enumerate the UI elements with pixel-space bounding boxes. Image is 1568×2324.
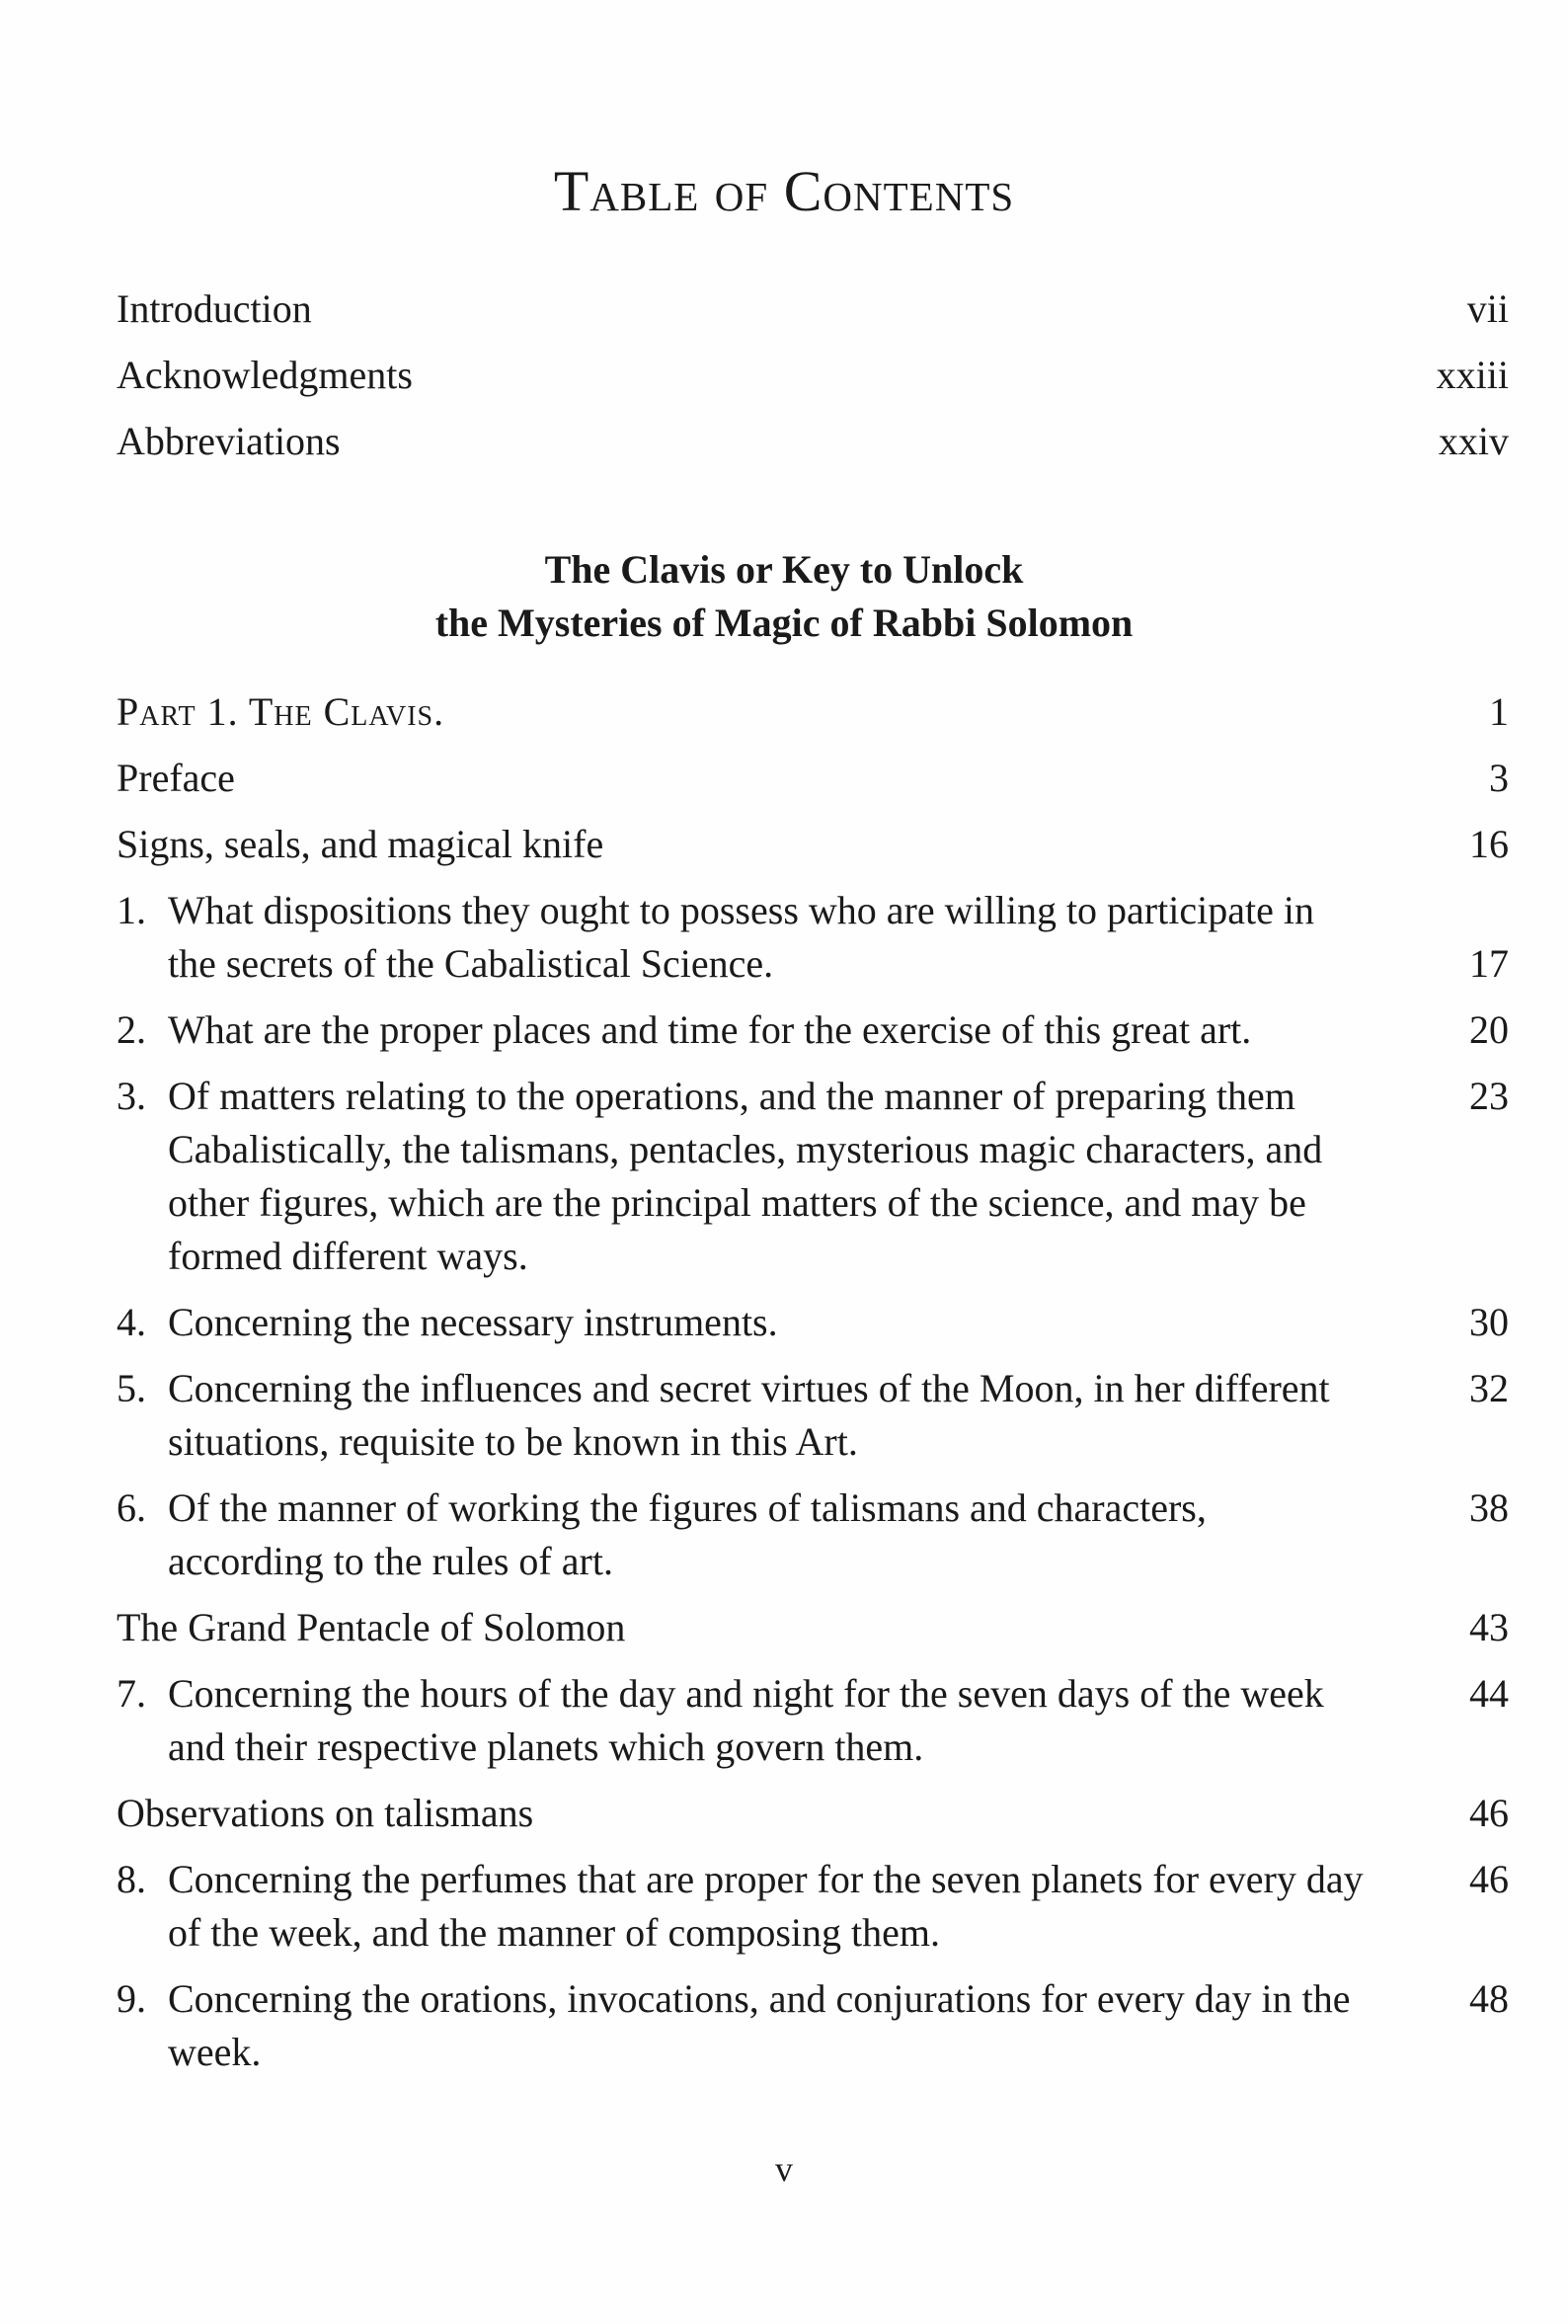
toc-entry-label: Concerning the perfumes that are proper for the seven planets for every day of the week, and the manner of composing them. [168,1857,1364,1955]
toc-list [117,685,1509,2092]
front-matter-item [117,415,1509,481]
toc-entry-label: Of the manner of working the figures of talismans and characters, according to the rules of art. [168,1485,1207,1583]
toc-entry-number: 5. [117,1366,146,1410]
toc-entry-label: Part 1. The Clavis. [117,689,445,734]
front-matter-label: Abbreviations [117,419,341,463]
section-heading-line1: The Clavis or Key to Unlock [544,547,1024,592]
toc-entry [117,1667,1509,1774]
toc-entry [117,1482,1509,1588]
toc-entry-page: 46 [1469,1791,1509,1835]
toc-entry [117,1853,1509,1960]
toc-entry-number: 3. [117,1074,146,1118]
toc-entry [117,884,1509,991]
toc-entry-page: 23 [1469,1074,1509,1118]
toc-entry [117,1601,1509,1654]
toc-entry-label: What are the proper places and time for the exercise of this great art. [168,1007,1252,1052]
page-number: v [775,2149,793,2189]
toc-entry-label: Preface [117,756,235,800]
toc-entry [117,1296,1509,1349]
toc-entry-label: Concerning the necessary instruments. [168,1300,778,1344]
toc-entry [117,1972,1509,2079]
toc-entry-page: 38 [1469,1485,1509,1530]
toc-entry-page: 30 [1469,1300,1509,1344]
toc-entry [117,1003,1509,1057]
toc-entry [117,1362,1509,1469]
toc-entry [117,752,1509,805]
front-matter-label: Introduction [117,286,312,331]
toc-entry-number: 1. [117,888,146,932]
toc-entry-page: 32 [1469,1366,1509,1410]
toc-entry [117,1787,1509,1840]
toc-entry-label: The Grand Pentacle of Solomon [117,1605,626,1649]
toc-entry-page: 17 [1469,941,1509,986]
toc-entry-label: Signs, seals, and magical knife [117,822,604,866]
front-matter-page: xxiv [1438,419,1509,463]
toc-entry-number: 2. [117,1007,146,1052]
toc-entry-page: 44 [1469,1671,1509,1716]
toc-entry-number: 8. [117,1857,146,1901]
toc-entry-page: 3 [1489,756,1509,800]
front-matter-item [117,349,1509,415]
toc-entry-number: 7. [117,1671,146,1716]
toc-entry-page: 43 [1469,1605,1509,1649]
toc-entry-number: 6. [117,1485,146,1530]
toc-entry [117,1070,1509,1283]
toc-entry-label: Of matters relating to the operations, and the manner of preparing them Cabalistically, the talismans, pentacles, mysterious magic characters, and other figures, which are the principal matters of the science, and may be formed different ways. [168,1074,1323,1278]
toc-entry-number: 4. [117,1300,146,1344]
toc-entry-number: 9. [117,1976,146,2021]
toc-entry-label: Observations on talismans [117,1791,534,1835]
toc-entry-label: Concerning the orations, invocations, and conjurations for every day in the week. [168,1976,1351,2074]
toc-entry [117,685,1509,739]
front-matter-list [117,282,1509,481]
toc-entry-page: 16 [1469,822,1509,866]
toc-entry-label: What dispositions they ought to possess who are willing to participate in the secrets of the Cabalistical Science. [168,888,1314,986]
section-heading-line2: the Mysteries of Magic of Rabbi Solomon [434,601,1134,645]
toc-entry-page: 46 [1469,1857,1509,1901]
front-matter-item [117,282,1509,349]
section-heading [0,543,1568,650]
toc-entry-page: 48 [1469,1976,1509,2021]
toc-entry [117,818,1509,871]
front-matter-label: Acknowledgments [117,353,413,397]
front-matter-page: xxiii [1436,353,1509,397]
toc-entry-page: 20 [1469,1007,1509,1052]
front-matter-page: vii [1466,286,1509,331]
page-title: Table of Contents [553,159,1015,223]
toc-entry-label: Concerning the hours of the day and night for the seven days of the week and their respective planets which govern them. [168,1671,1324,1769]
toc-entry-label: Concerning the influences and secret virtues of the Moon, in her different situations, requisite to be known in this Art. [168,1366,1330,1464]
toc-entry-page: 1 [1489,689,1509,734]
